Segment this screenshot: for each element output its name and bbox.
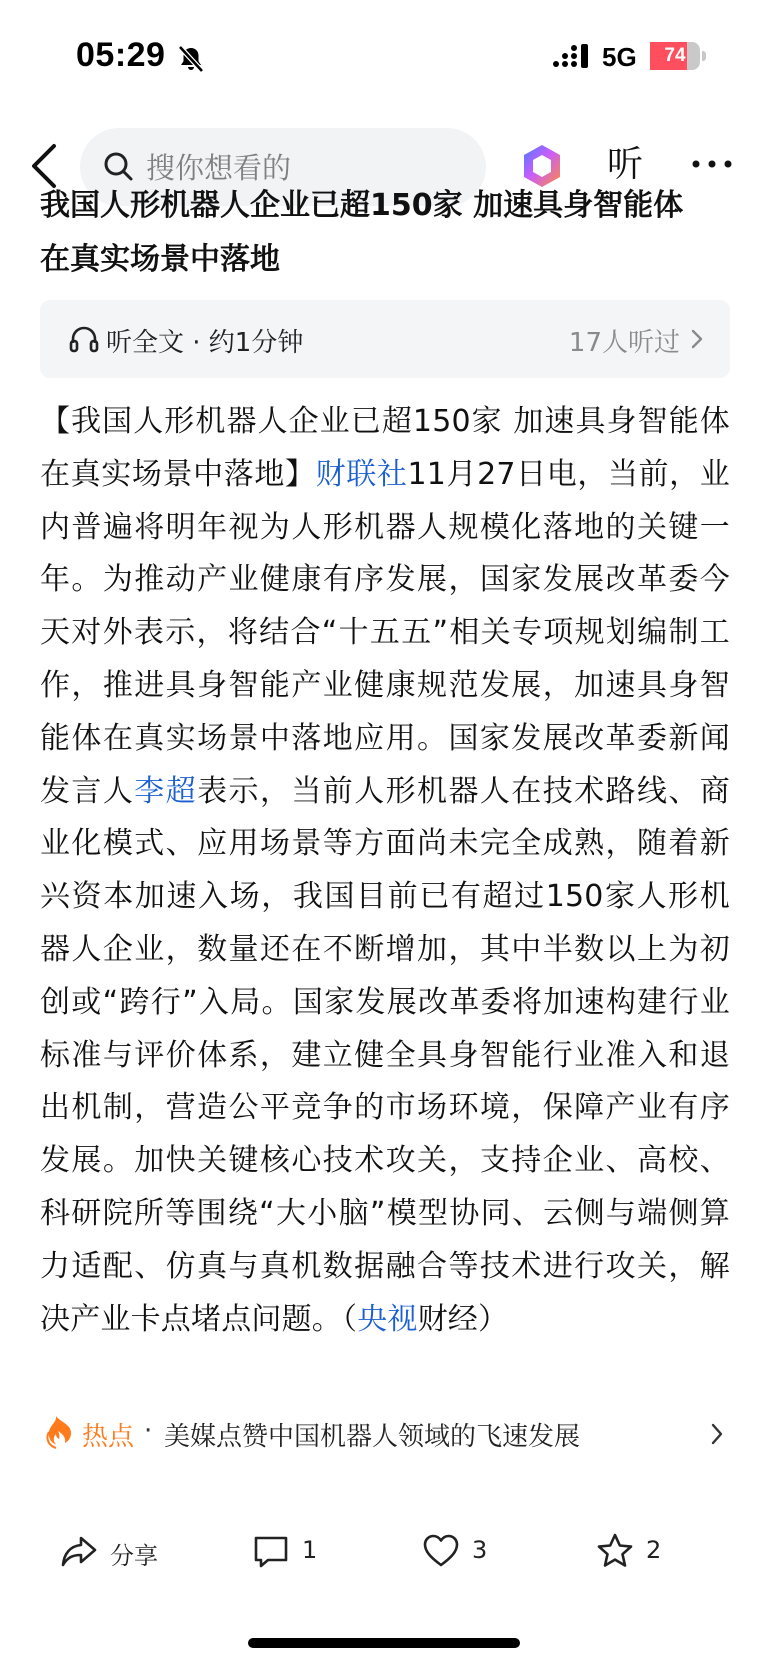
comment-button[interactable] bbox=[252, 1518, 332, 1588]
favorite-count: 2 bbox=[646, 1536, 662, 1564]
body-text-1: 【我国人形机器人企业已超150家 加速具身智能体在真实场景中落地】 bbox=[40, 404, 730, 492]
article-body bbox=[40, 396, 730, 1346]
hot-separator: · bbox=[144, 1416, 153, 1446]
cctv-link[interactable]: 央视 bbox=[357, 1301, 418, 1337]
listen-button[interactable]: 听 bbox=[607, 144, 644, 185]
search-placeholder: 搜你想看的 bbox=[146, 151, 292, 185]
hot-tag: 热点 bbox=[82, 1422, 135, 1452]
bell-muted-icon bbox=[176, 44, 206, 74]
status-bar bbox=[0, 0, 769, 110]
home-indicator[interactable] bbox=[248, 1638, 520, 1648]
share-button[interactable] bbox=[60, 1518, 180, 1588]
listen-count: 17人听过 bbox=[568, 328, 680, 358]
network-type: 5G bbox=[602, 42, 637, 72]
heart-icon bbox=[422, 1532, 460, 1570]
share-label: 分享 bbox=[110, 1542, 158, 1570]
battery-icon bbox=[650, 42, 706, 70]
favorite-button[interactable] bbox=[596, 1518, 676, 1588]
body-text-3: 表示，当前人形机器人在技术路线、商业化模式、应用场景等方面尚未完全成熟，随着新兴资本加速入场，我国目前已有超过150家人形机器人企业，数量还在不断增加，其中半数以上为初创或“跨行”入局。国家发展改革委将加速构建行业标准与评价体系，建立健全具身智能行业准入和退出机制，营造公平竞争的市场环境，保障产业有序发展。加快关键核心技术攻关，支持企业、高校、科研院所等围绕“大小脑”模型协同、云侧与端侧算力适配、仿真与真机数据融合等技术进行攻关，解决产业卡点堵点问题。（ bbox=[40, 773, 730, 1337]
headphones-icon bbox=[68, 323, 100, 355]
title-partial-line: 我国人形机器人企业已超150家 加速具身智能体 bbox=[40, 188, 684, 223]
search-icon bbox=[102, 150, 136, 184]
like-count: 3 bbox=[472, 1536, 488, 1564]
body-text-2: 11月27日电，当前，业内普遍将明年视为人形机器人规模化落地的关键一年。为推动产业健康有序发展，国家发展改革委今天对外表示，将结合“十五五”相关专项规划编制工作，推进具身智能产业健康规范发展，加速具身智能体在真实场景中落地应用。国家发展改革委新闻发言人 bbox=[40, 456, 730, 809]
person-link[interactable]: 李超 bbox=[134, 773, 198, 809]
source-link[interactable]: 财联社 bbox=[315, 456, 408, 492]
chevron-right-icon bbox=[710, 1422, 724, 1446]
signal-icon bbox=[552, 42, 592, 70]
listen-full-text-card[interactable] bbox=[40, 300, 730, 378]
hot-headline: 美媒点赞中国机器人领域的飞速发展 bbox=[164, 1422, 581, 1452]
comment-count: 1 bbox=[302, 1536, 318, 1564]
article-title: 在真实场景中落地 bbox=[40, 242, 280, 277]
battery-percent: 74 bbox=[664, 45, 686, 66]
chevron-right-icon bbox=[690, 328, 704, 350]
more-icon[interactable] bbox=[690, 144, 734, 184]
fire-icon bbox=[40, 1414, 72, 1452]
comment-icon bbox=[252, 1532, 290, 1570]
body-text-4: 财经） bbox=[417, 1301, 509, 1337]
share-icon bbox=[60, 1532, 98, 1570]
star-icon bbox=[596, 1532, 634, 1570]
status-time: 05:29 bbox=[76, 36, 166, 74]
listen-card-label: 听全文 · 约1分钟 bbox=[106, 328, 304, 358]
action-bar bbox=[0, 1518, 769, 1588]
like-button[interactable] bbox=[422, 1518, 502, 1588]
hot-topic-bar[interactable] bbox=[0, 1400, 769, 1472]
